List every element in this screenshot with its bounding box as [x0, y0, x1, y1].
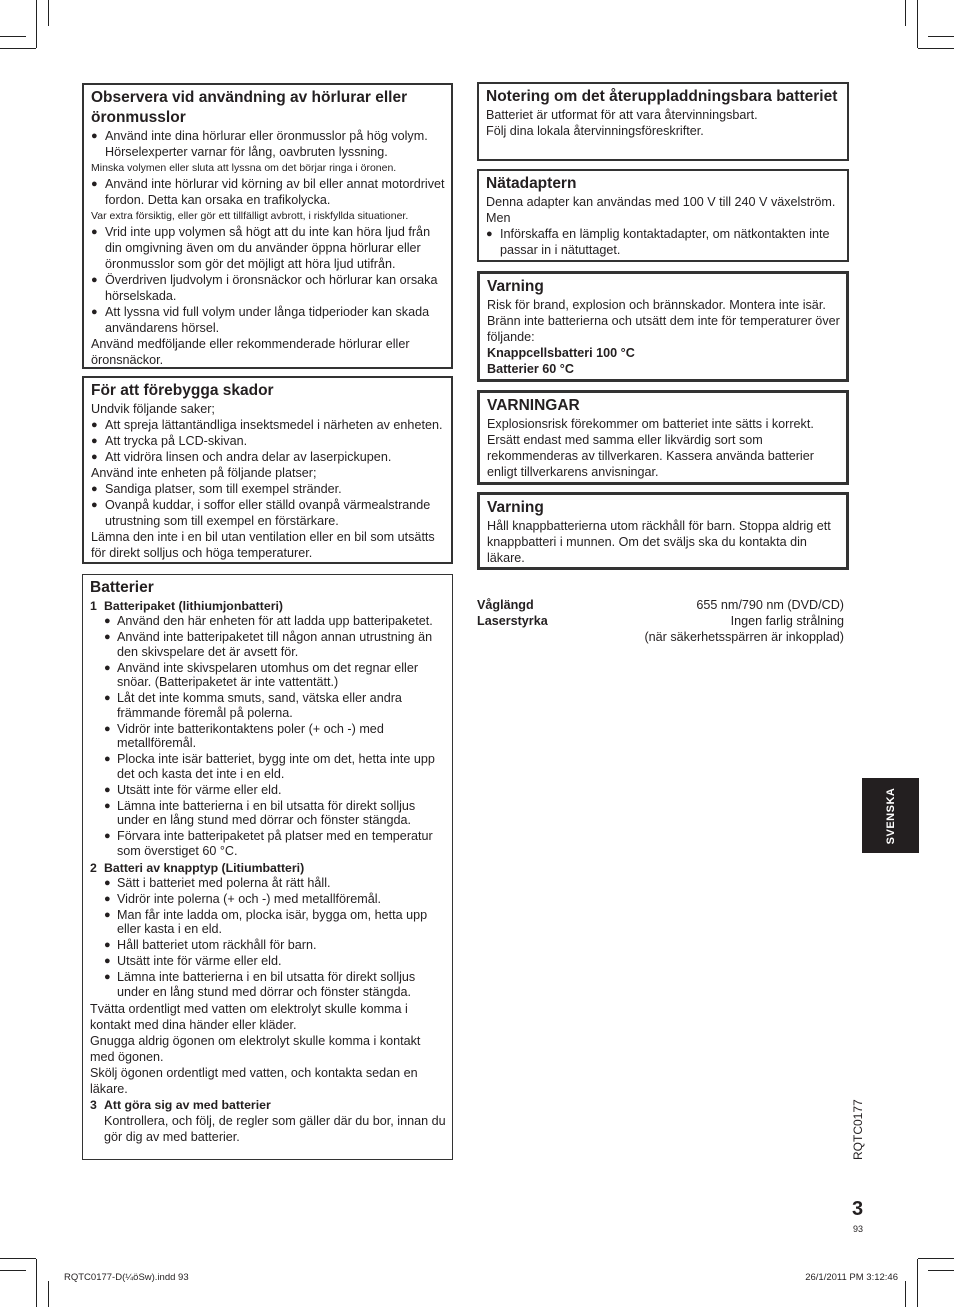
list-item: ● Lämna inte batterierna i en bil utsatta för direkt solljus under en lång stund med dörrar och fönster stängda.	[90, 799, 446, 828]
numbered-heading-text: Att göra sig av med batterier	[104, 1097, 271, 1112]
list-number: 3	[90, 1097, 97, 1112]
wavelength-row	[477, 597, 844, 613]
list-number: 1	[90, 599, 97, 613]
list-item: ● Vidrör inte batterikontaktens poler (+ och -) med metallföremål.	[90, 722, 446, 751]
headphones-box	[82, 83, 453, 369]
paragraph: Använd inte enheten på följande platser;	[91, 466, 317, 480]
headphones-list	[91, 128, 445, 368]
paragraph: Bränn inte batterierna och utsätt dem inte för temperaturer över följande:	[487, 314, 840, 344]
laser-note: (när säkerhetsspärren är inkopplad)	[644, 630, 844, 644]
paragraph: Kontrollera, och följ, de regler som gäller där du bor, innan du gör dig av med batterier.	[104, 1113, 446, 1144]
prevent-box	[82, 376, 453, 564]
crop-mark	[905, 1281, 906, 1307]
warning-children-list	[487, 518, 840, 566]
laser-value: Ingen farlig strålning	[730, 614, 844, 628]
crop-mark	[928, 36, 954, 37]
laser-label: Laserstyrka	[477, 614, 548, 628]
paragraph: Håll knappbatterierna utom räckhåll för barn. Stoppa aldrig ett knappbatteri i munnen. Om det sväljs ska du kontakta din läkare.	[487, 519, 831, 565]
crop-mark	[0, 36, 26, 37]
page-number-small: 93	[853, 1224, 864, 1234]
paragraph: Skölj ögonen ordentligt med vatten, och kontakta sedan en läkare.	[90, 1065, 418, 1096]
crop-mark	[36, 1259, 37, 1307]
paragraph: Risk för brand, explosion och brännskador. Montera inte isär.	[487, 298, 826, 312]
adapter-box	[477, 169, 849, 262]
crop-mark	[48, 1281, 49, 1307]
paragraph: Lämna den inte i en bil utan ventilation eller en bil som utsätts för direkt solljus och höga temperaturer.	[91, 530, 435, 560]
headphones-heading: Observera vid användning av hörlurar eller öronmusslor	[91, 89, 408, 126]
list-item: ● Vrid inte upp volymen så högt att du inte kan höra ljud från din omgivning även om du använder öppna hörlurar eller öronmusslor som gör det möjligt att höra ljud utifrån.	[91, 224, 445, 272]
language-tab	[862, 778, 919, 853]
list-item: ● Använd inte batteripaketet till någon annan utrustning än den skivspelare det är avsett för.	[90, 630, 446, 659]
wavelength-label: Våglängd	[477, 598, 534, 612]
crop-mark	[918, 48, 954, 49]
list-item: ● Håll batteriet utom räckhåll för barn.	[90, 938, 446, 953]
paragraph: Följ dina lokala återvinningsföreskrifter.	[486, 124, 704, 138]
numbered-heading	[90, 1097, 446, 1113]
recharge-box	[477, 82, 849, 161]
crop-mark	[36, 0, 37, 48]
crop-mark	[48, 0, 49, 26]
adapter-heading: Nätadaptern	[486, 175, 577, 192]
prevent-list	[91, 401, 445, 561]
crop-mark	[0, 1270, 26, 1271]
prevent-heading: För att förebygga skador	[91, 382, 274, 399]
batteries-heading: Batterier	[90, 579, 154, 596]
warning-list	[487, 297, 840, 377]
warnings-box	[477, 390, 849, 485]
paragraph: Knappcellsbatteri 100 °C	[487, 346, 635, 360]
numbered-heading	[90, 860, 446, 876]
warning-children-box	[477, 492, 849, 570]
numbered-heading	[90, 598, 446, 614]
footer-date: 26/1/2011 PM 3:12:46	[805, 1272, 898, 1283]
list-item: ● Sandiga platser, som till exempel stränder.	[91, 481, 445, 497]
warning-box	[477, 271, 849, 382]
list-item: ● Utsätt inte för värme eller eld.	[90, 954, 446, 969]
list-item: ● Införskaffa en lämplig kontaktadapter, om nätkontakten inte passar in i nätuttaget.	[486, 226, 841, 258]
laser-specs	[477, 597, 844, 645]
list-item: ● Lämna inte batterierna i en bil utsatta för direkt solljus under en lång stund med dörrar och fönster stängda.	[90, 970, 446, 999]
list-item: ● Använd inte skivspelaren utomhus om det regnar eller snöar. (Batteripaketet är inte vattentätt.)	[90, 661, 446, 690]
adapter-list	[486, 194, 841, 258]
language-tab-label: SVENSKA	[884, 787, 897, 844]
recharge-heading: Notering om det återuppladdningsbara batteriet	[486, 88, 838, 105]
crop-mark	[918, 1258, 954, 1259]
list-item: ● Utsätt inte för värme eller eld.	[90, 783, 446, 798]
list-item: ● Använd inte dina hörlurar eller öronmusslor på hög volym. Hörselexperter varnar för lång, oavbruten lyssning.	[91, 128, 445, 160]
numbered-heading-text: Batteripaket (lithiumjonbatteri)	[104, 599, 284, 613]
list-item: ● Ovanpå kuddar, i soffor eller ställd ovanpå värmealstrande utrustning som till exempel en förstärkare.	[91, 497, 445, 529]
doc-code: RQTC0177	[851, 1099, 865, 1160]
paragraph: Men	[486, 211, 511, 225]
crop-mark	[917, 1259, 918, 1307]
list-item: ● Att vidröra linsen och andra delar av laserpickupen.	[91, 449, 445, 465]
numbered-heading-text: Batteri av knapptyp (Litiumbatteri)	[104, 860, 305, 875]
list-item: ● Låt det inte komma smuts, sand, vätska eller andra främmande föremål på polerna.	[90, 691, 446, 720]
wavelength-value: 655 nm/790 nm (DVD/CD)	[696, 598, 844, 612]
crop-mark	[928, 1270, 954, 1271]
list-item: ● Att lyssna vid full volym under långa tidperioder kan skada användarens hörsel.	[91, 304, 445, 336]
warning-heading: Varning	[487, 278, 544, 295]
list-item: ● Använd den här enheten för att ladda upp batteripaketet.	[90, 614, 446, 629]
list-item: ● Förvara inte batteripaketet på platser med en temperatur som överstiget 60 °C.	[90, 829, 446, 858]
paragraph: Undvik följande saker;	[91, 402, 215, 416]
list-number: 2	[90, 860, 97, 875]
list-item: ● Vidrör inte polerna (+ och -) med metallföremål.	[90, 892, 446, 907]
crop-mark	[0, 48, 36, 49]
crop-mark	[905, 0, 906, 26]
paragraph: Använd medföljande eller rekommenderade hörlurar eller öronsnäckor.	[91, 337, 410, 367]
paragraph: Tvätta ordentligt med vatten om elektrolyt skulle komma i kontakt med dina händer eller kläder.	[90, 1001, 408, 1032]
list-item: ● Att spreja lättantändliga insektsmedel i närheten av enheten.	[91, 417, 445, 433]
batteries-box	[82, 574, 453, 1160]
list-item: ● Överdriven ljudvolym i öronsnäckor och hörlurar kan orsaka hörselskada.	[91, 272, 445, 304]
laser-row	[477, 613, 844, 629]
paragraph: Batterier 60 °C	[487, 362, 574, 376]
batteries-list	[90, 598, 446, 1145]
page-number: 3	[852, 1198, 864, 1220]
warnings-heading: VARNINGAR	[487, 397, 580, 414]
paragraph: Gnugga aldrig ögonen om elektrolyt skulle komma i kontakt med ögonen.	[90, 1033, 421, 1064]
list-item: ● Sätt i batteriet med polerna åt rätt håll.	[90, 876, 446, 891]
paragraph: Batteriet är utformat för att vara återvinningsbart.	[486, 108, 758, 122]
warning-children-heading: Varning	[487, 499, 544, 516]
paragraph: Var extra försiktig, eller gör ett tillfälligt avbrott, i riskfyllda situationer.	[91, 210, 409, 222]
list-item: ● Man får inte ladda om, plocka isär, bygga om, hetta upp eller kasta i en eld.	[90, 908, 446, 937]
list-item: ● Använd inte hörlurar vid körning av bil eller annat motordrivet fordon. Detta kan orsaka en trafikolycka.	[91, 176, 445, 208]
list-item: ● Att trycka på LCD-skivan.	[91, 433, 445, 449]
paragraph: Minska volymen eller sluta att lyssna om det börjar ringa i öronen.	[91, 162, 397, 174]
paragraph: Denna adapter kan användas med 100 V till 240 V växelström.	[486, 195, 836, 209]
list-item: ● Plocka inte isär batteriet, bygg inte om det, hetta inte upp det och kasta det inte i en eld.	[90, 752, 446, 781]
paragraph: Explosionsrisk förekommer om batteriet inte sätts i korrekt. Ersätt endast med samma eller likvärdig sort som rekommenderas av tillverkaren. Kassera använda batterier enligt tillverkarens anvisningar.	[487, 417, 814, 479]
footer-file: RQTC0177-D(¼öSw).indd 93	[64, 1272, 189, 1283]
crop-mark	[917, 0, 918, 48]
recharge-list	[486, 107, 841, 139]
crop-mark	[0, 1258, 36, 1259]
warnings-list	[487, 416, 840, 480]
